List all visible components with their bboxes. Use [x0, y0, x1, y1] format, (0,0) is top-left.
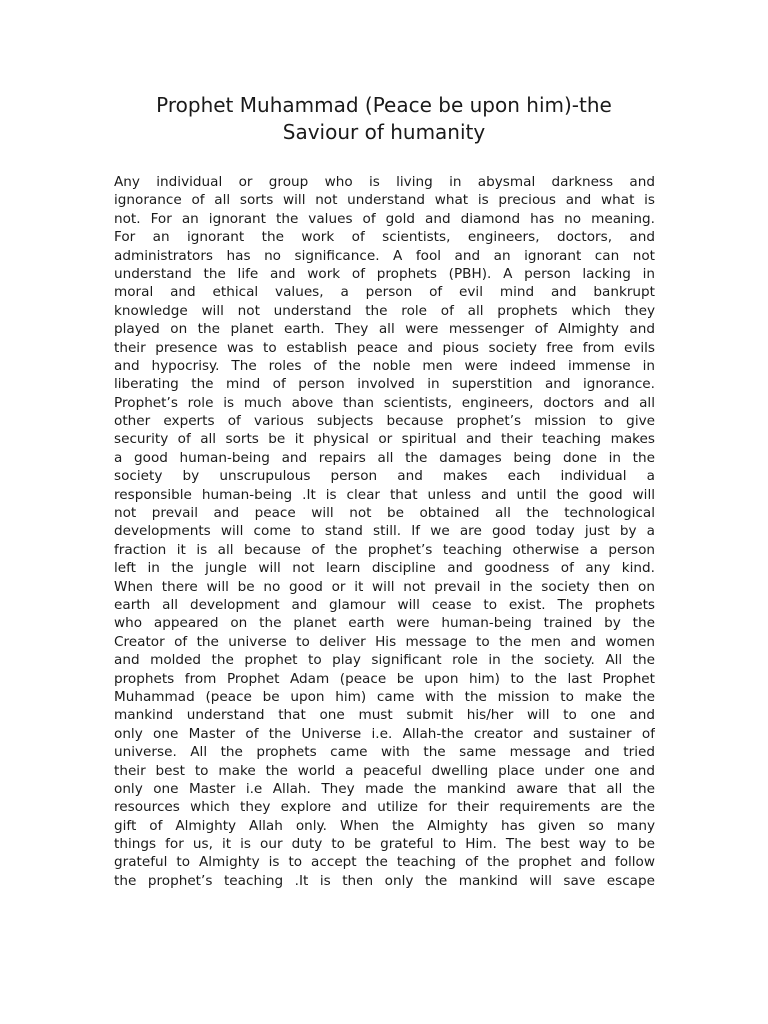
body-line: Prophet’s role is much above than scientists, engineers, doctors and all — [114, 394, 655, 411]
body-line: left in the jungle will not learn discipline and goodness of any kind. — [114, 560, 655, 577]
body-line: administrators has no significance. A fool and an ignorant can not — [114, 247, 655, 264]
body-line: When there will be no good or it will not prevail in the society then on — [114, 578, 655, 595]
body-line: their presence was to establish peace and pious society free from evils — [114, 339, 655, 356]
body-line: things for us, it is our duty to be grateful to Him. The best way to be — [114, 836, 655, 853]
body-line: grateful to Almighty is to accept the teaching of the prophet and follow — [114, 854, 655, 871]
body-line: and hypocrisy. The roles of the noble men were indeed immense in — [114, 357, 655, 374]
body-line: and molded the prophet to play significant role in the society. All the — [114, 652, 655, 669]
body-line: not. For an ignorant the values of gold and diamond has no meaning. — [114, 210, 655, 227]
body-line: society by unscrupulous person and makes each individual a — [114, 468, 655, 485]
body-line: their best to make the world a peaceful dwelling place under one and — [114, 762, 655, 779]
body-line: played on the planet earth. They all were messenger of Almighty and — [114, 321, 655, 338]
body-line: universe. All the prophets came with the same message and tried — [114, 744, 655, 761]
body-line: liberating the mind of person involved in superstition and ignorance. — [114, 376, 655, 393]
body-line: earth all development and glamour will cease to exist. The prophets — [114, 596, 655, 613]
body-line: developments will come to stand still. If we are good today just by a — [114, 523, 655, 540]
body-line: not prevail and peace will not be obtained all the technological — [114, 505, 655, 522]
body-line: the prophet’s teaching .It is then only the mankind will save escape — [114, 872, 655, 889]
body-line: responsible human-being .It is clear that unless and until the good will — [114, 486, 655, 503]
body-line: knowledge will not understand the role of all prophets which they — [114, 302, 655, 319]
body-line: Muhammad (peace be upon him) came with the mission to make the — [114, 688, 655, 705]
body-line: prophets from Prophet Adam (peace be upon him) to the last Prophet — [114, 670, 655, 687]
body-line: only one Master i.e Allah. They made the mankind aware that all the — [114, 780, 655, 797]
document-title — [80, 92, 688, 146]
body-line: resources which they explore and utilize for their requirements are the — [114, 799, 655, 816]
body-line: fraction it is all because of the prophet’s teaching otherwise a person — [114, 541, 655, 558]
body-line: gift of Almighty Allah only. When the Almighty has given so many — [114, 817, 655, 834]
body-line: other experts of various subjects because prophet’s mission to give — [114, 413, 655, 430]
title-line-2: Saviour of humanity — [282, 120, 486, 144]
document-body — [114, 173, 655, 890]
body-line: a good human-being and repairs all the damages being done in the — [114, 449, 655, 466]
body-line: moral and ethical values, a person of evil mind and bankrupt — [114, 284, 655, 301]
body-line: Any individual or group who is living in abysmal darkness and — [114, 174, 655, 190]
body-line: understand the life and work of prophets (PBH). A person lacking in — [114, 265, 655, 282]
body-line: For an ignorant the work of scientists, engineers, doctors, and — [114, 229, 655, 246]
body-line: Creator of the universe to deliver His message to the men and women — [114, 633, 655, 650]
title-line-1: Prophet Muhammad (Peace be upon him)-the — [156, 93, 612, 117]
body-line: mankind understand that one must submit his/her will to one and — [114, 707, 655, 724]
body-line: only one Master of the Universe i.e. Allah-the creator and sustainer of — [114, 725, 655, 742]
body-line: security of all sorts be it physical or spiritual and their teaching makes — [114, 431, 655, 448]
body-line: ignorance of all sorts will not understand what is precious and what is — [114, 192, 655, 209]
body-line: who appeared on the planet earth were human-being trained by the — [114, 615, 655, 632]
